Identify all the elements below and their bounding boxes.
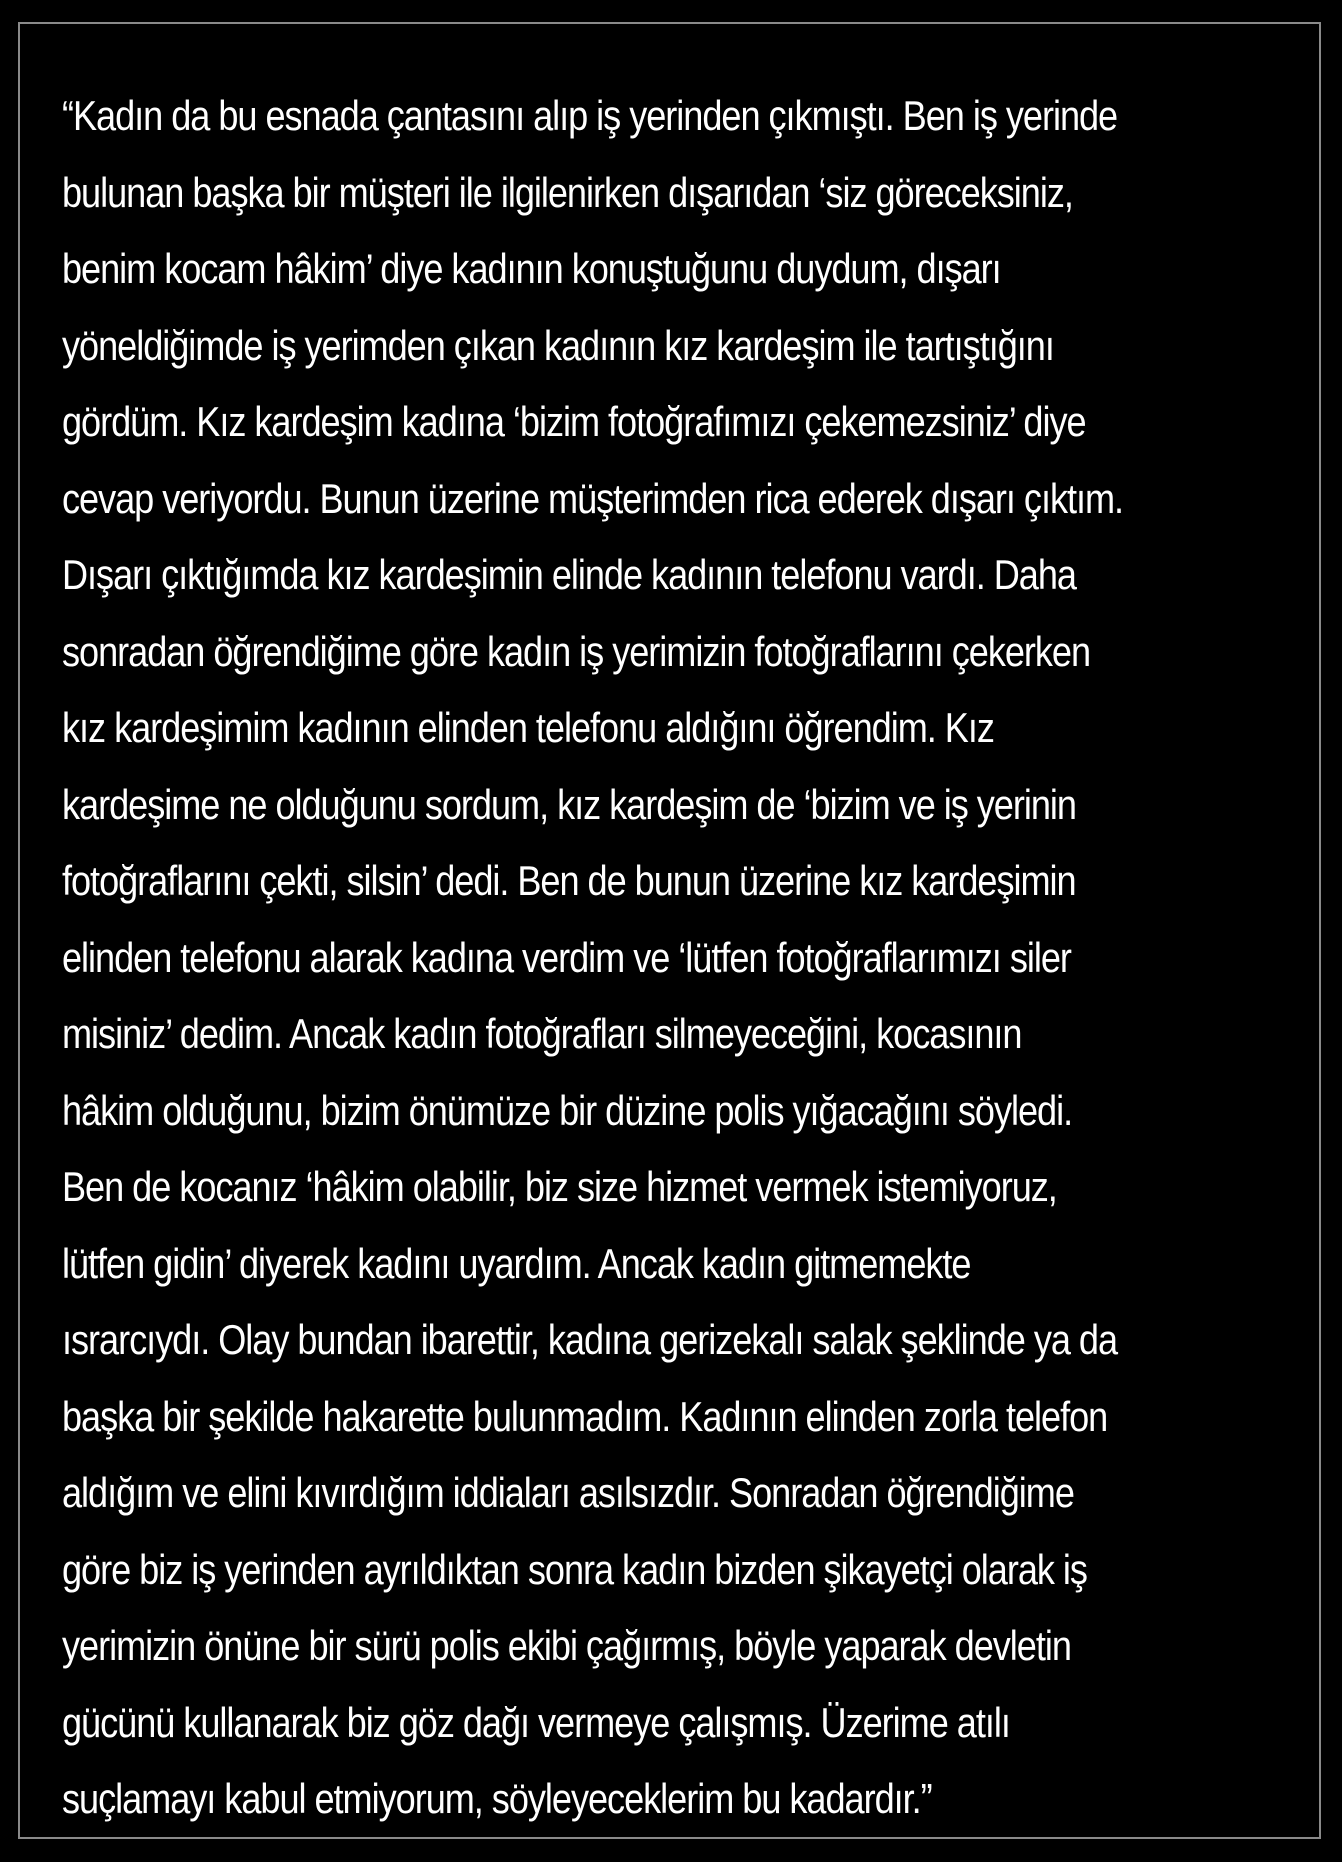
quote-line: elinden telefonu alarak kadına verdim ve ‘lütfen fotoğraflarımızı siler: [62, 933, 1071, 981]
quote-line: kardeşime ne olduğunu sordum, kız kardeşim de ‘bizim ve iş yerinin: [62, 780, 1076, 828]
quote-line: başka bir şekilde hakarette bulunmadım. Kadının elinden zorla telefon: [62, 1392, 1108, 1440]
quote-line: sonradan öğrendiğime göre kadın iş yerimizin fotoğraflarını çekerken: [62, 627, 1091, 675]
quote-line: bulunan başka bir müşteri ile ilgilenirken dışarıdan ‘siz göreceksiniz,: [62, 168, 1073, 216]
quote-line: gördüm. Kız kardeşim kadına ‘bizim fotoğrafımızı çekemezsiniz’ diye: [62, 398, 1086, 445]
quote-line: suçlamayı kabul etmiyorum, söyleyeceklerim bu kadardır.”: [62, 1775, 932, 1822]
quote-text-block: [62, 78, 1302, 1838]
quote-line: lütfen gidin’ diyerek kadını uyardım. Ancak kadın gitmemekte: [62, 1239, 971, 1287]
quote-line: benim kocam hâkim’ diye kadının konuştuğunu duydum, dışarı: [62, 245, 1001, 292]
quote-line: misiniz’ dedim. Ancak kadın fotoğrafları silmeyeceğini, kocasının: [62, 1010, 1022, 1057]
quote-line: gücünü kullanarak biz göz dağı vermeye çalışmış. Üzerime atılı: [62, 1698, 1010, 1746]
quote-line: kız kardeşimim kadının elinden telefonu aldığını öğrendim. Kız: [62, 704, 994, 751]
quote-line: yöneldiğimde iş yerimden çıkan kadının kız kardeşim ile tartıştığını: [62, 321, 1054, 369]
quote-line: yerimizin önüne bir sürü polis ekibi çağırmış, böyle yaparak devletin: [62, 1622, 1071, 1669]
quote-line: Dışarı çıktığımda kız kardeşimin elinde kadının telefonu vardı. Daha: [62, 551, 1076, 598]
quote-line: “Kadın da bu esnada çantasını alıp iş yerinden çıkmıştı. Ben iş yerinde: [62, 92, 1118, 139]
quote-line: hâkim olduğunu, bizim önümüze bir düzine polis yığacağını söyledi.: [62, 1086, 1073, 1134]
quote-line: Ben de kocanız ‘hâkim olabilir, biz size hizmet vermek istemiyoruz,: [62, 1163, 1057, 1210]
quote-line: ısrarcıydı. Olay bundan ibarettir, kadına gerizekalı salak şeklinde ya da: [62, 1316, 1118, 1363]
quote-line: göre biz iş yerinden ayrıldıktan sonra kadın bizden şikayetçi olarak iş: [62, 1545, 1087, 1593]
quote-line: cevap veriyordu. Bunun üzerine müşterimden rica ederek dışarı çıktım.: [62, 474, 1124, 522]
quote-line: aldığım ve elini kıvırdığım iddiaları asılsızdır. Sonradan öğrendiğime: [62, 1469, 1074, 1516]
quote-line: fotoğraflarını çekti, silsin’ dedi. Ben de bunun üzerine kız kardeşimin: [62, 857, 1076, 904]
